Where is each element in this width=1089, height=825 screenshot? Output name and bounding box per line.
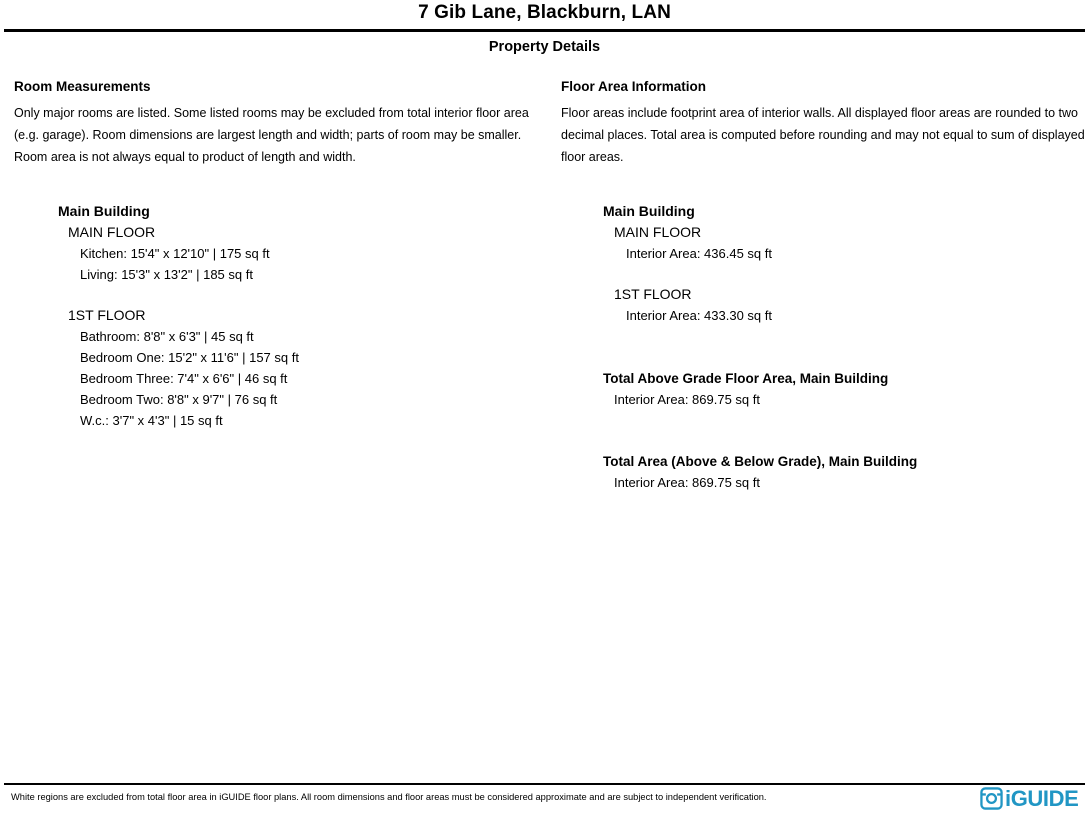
floor-area-heading: Floor Area Information: [561, 79, 707, 94]
floor-area-groups: [561, 201, 1089, 493]
total-above-grade-value: Interior Area: 869.75 sq ft: [614, 392, 760, 407]
footer-disclaimer: White regions are excluded from total floor area in iGUIDE floor plans. All room dimensions and floor areas must be considered approximate and are subject to independent verification.: [11, 792, 767, 802]
room-entry: Kitchen: 15'4" x 12'10" | 175 sq ft: [80, 246, 270, 261]
room-measurements-note: Only major rooms are listed. Some listed rooms may be excluded from total interior floor area (e.g. garage). Room dimensions are largest length and width; parts of room may be smaller. Room area is not always equal to product of length and width.: [14, 106, 529, 164]
area-entry: Interior Area: 436.45 sq ft: [626, 246, 772, 261]
room-entry: W.c.: 3'7" x 4'3" | 15 sq ft: [80, 413, 223, 428]
room-entry: Bedroom Three: 7'4" x 6'6" | 46 sq ft: [80, 371, 288, 386]
header-divider: [4, 29, 1085, 32]
iguide-logo-text: iGUIDE: [1005, 786, 1079, 811]
room-entry: Living: 15'3" x 13'2" | 185 sq ft: [80, 267, 253, 282]
camera-icon: [980, 787, 1003, 810]
page-title: 7 Gib Lane, Blackburn, LAN: [418, 2, 671, 23]
floor-area-column: [561, 78, 1089, 493]
total-area-title: Total Area (Above & Below Grade), Main Building: [603, 454, 918, 469]
total-area-value: Interior Area: 869.75 sq ft: [614, 475, 760, 490]
left-building-name: Main Building: [58, 203, 150, 219]
area-entry: Interior Area: 433.30 sq ft: [626, 308, 772, 323]
footer-divider: [4, 783, 1085, 785]
total-area-block: [561, 451, 1089, 493]
room-entry: Bedroom Two: 8'8" x 9'7" | 76 sq ft: [80, 392, 278, 407]
room-measurements-column: [14, 78, 554, 431]
left-floor-block: [14, 305, 554, 431]
right-building-name: Main Building: [603, 203, 695, 219]
right-floor-block: [561, 284, 1089, 326]
total-above-grade-block: [561, 368, 1089, 410]
left-floor-block: [14, 222, 554, 285]
right-floor-name: 1ST FLOOR: [614, 286, 692, 302]
left-floor-name: 1ST FLOOR: [68, 307, 146, 323]
room-measurements-groups: [14, 201, 554, 431]
left-floor-name: MAIN FLOOR: [68, 224, 156, 240]
room-entry: Bedroom One: 15'2" x 11'6" | 157 sq ft: [80, 350, 299, 365]
page-subtitle: Property Details: [488, 39, 601, 55]
right-floor-block: [561, 222, 1089, 264]
room-entry: Bathroom: 8'8" x 6'3" | 45 sq ft: [80, 329, 254, 344]
floor-area-note: Floor areas include footprint area of interior walls. All displayed floor areas are rounded to two decimal places. Total area is computed before rounding and may not equal to sum of displayed floor areas.: [561, 106, 1085, 164]
iguide-logo: [980, 787, 1078, 810]
room-measurements-heading: Room Measurements: [14, 79, 151, 94]
right-floor-name: MAIN FLOOR: [614, 224, 702, 240]
total-above-grade-title: Total Above Grade Floor Area, Main Building: [603, 371, 889, 386]
